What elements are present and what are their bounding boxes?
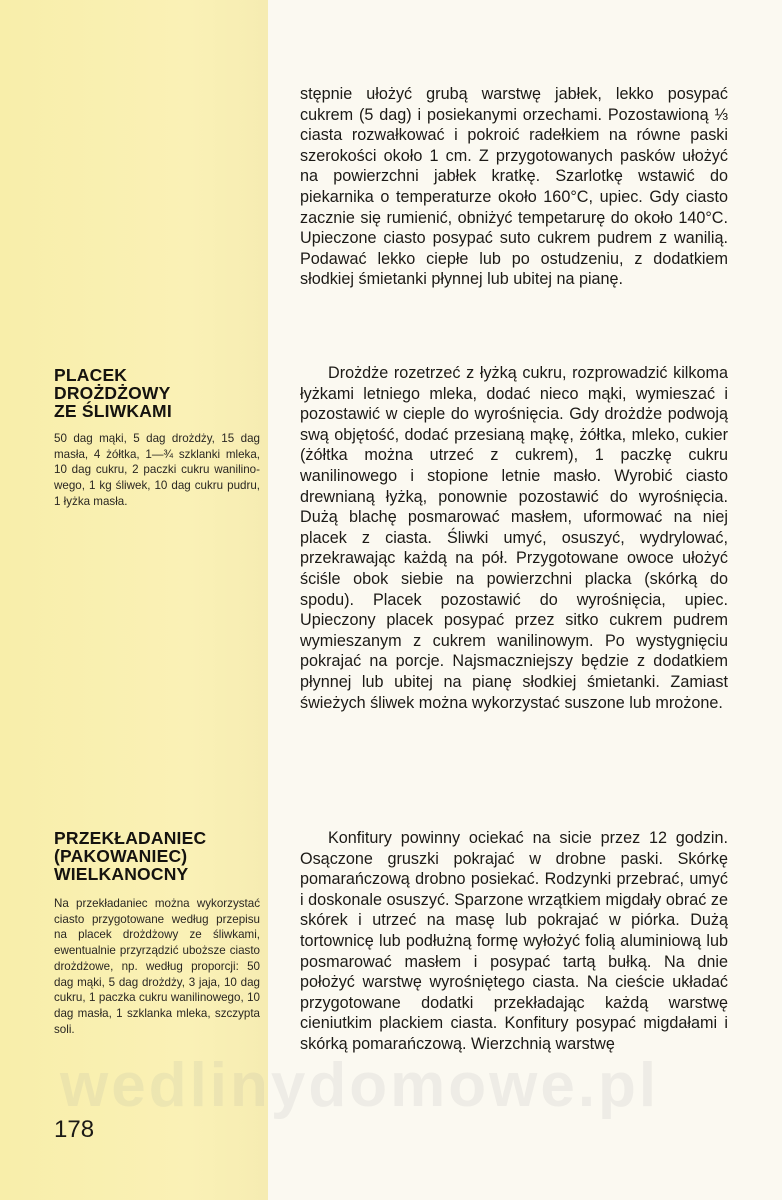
ingredients-placek: 50 dag mąki, 5 dag drożdży, 15 dag masła, 4 żółtka, 1—¾ szklanki mleka, 10 dag cukru, 2 paczki cukru wanilinowego, 1 kg śliwek, 10 dag cukru pudru, 1 łyżka masła.: [54, 432, 260, 508]
method-przekladaniec-text: Konfitury powinny ociekać na sicie przez 12 godzin. Osączone gruszki pokrajać w drobne paski. Skórkę pomarańczową drobno posiekać. Rodzynki przebrać, umyć i doskonale osuszyć. Sparzone wrzątkiem migdały obrać ze skórek i utrzeć na masę lub pokrajać w piórka. Dużą tortownicę lub podłużną formę wyłożyć folią aluminiową lub posmarować masłem i posypać tartą bułką. Na dnie położyć warstwę wyrośniętego ciasta. Na cieście układać przygotowane dodatki przekładając każdą warstwę cieniutkim plackiem ciasta. Konfitury posypać migdałami i skórką pomarańczową. Wierzchnią warstwę: [300, 829, 728, 1053]
title-line: PRZEKŁADANIEC: [54, 828, 207, 848]
method-placek-text: Drożdże rozetrzeć z łyżką cukru, rozprowadzić kilkoma łyżkami letniego mleka, dodać nieco mąki, wymieszać i pozostawić w cieple do wyrośnięcia. Gdy drożdże podwoją swą objętość, dodać przesianą mąkę, żółtka, mleko, cukier (żółtka można utrzeć z cukrem), 1 paczkę cukru wanilinowego i stopione letnie masło. Wyrobić ciasto drewnianą łyżką, ponownie pozostawić do wyrośnięcia. Dużą blachę posmarować masłem, uformować na niej placek z ciasta. Śliwki umyć, osuszyć, wydrylować, przekrawając każdą na pół. Przygotowane owoce ułożyć ściśle obok siebie na powierzchni placka (skórką do spodu). Placek pozostawić do wyrośnięcia, upiec. Upieczony placek posypać przez sitko cukrem pudrem wymieszanym z cukrem wanilinowym. Po wystygnięciu pokrajać na porcje. Najsmaczniejszy będzie z dodatkiem płynnej lub ubitej na pianę słodkiej śmietanki. Zamiast świeżych śliwek można wykorzystać suszone lub mrożone.: [300, 364, 728, 712]
page-number: 178: [54, 1116, 95, 1143]
title-line: DROŻDŻOWY: [54, 383, 171, 403]
method-placek: [300, 363, 728, 713]
method-przekladaniec: [300, 828, 728, 1055]
title-line: ZE ŚLIWKAMI: [54, 401, 172, 421]
ingredients-przekladaniec: Na przekładaniec można wykorzystać ciasto przygotowane według przepisu na placek drożdżowy ze śliwkami, ewentualnie przyrządzić uboższe ciasto drożdżowe, np. według proporcji: 50 dag mąki, 5 dag drożdży, 3 jaja, 10 dag cukru, 1 paczka cukru wanilinowego, 10 dag masła, 1 szklanka mleka, szczypta soli.: [54, 897, 260, 1036]
recipe-title-placek: [54, 366, 172, 420]
watermark: wedlinydomowe.pl: [60, 1051, 660, 1120]
title-line: PLACEK: [54, 365, 128, 385]
method-text-continued: stępnie ułożyć grubą warstwę jabłek, lekko posypać cukrem (5 dag) i posiekanymi orzechami. Pozostawioną ⅓ ciasta rozwałkować i pokroić radełkiem na równe paski szerokości około 1 cm. Z przygotowanych pasków ułożyć na powierzchni jabłek kratkę. Szarlotkę wstawić do piekarnika o temperaturze około 160°C, upiec. Gdy ciasto zacznie się rumienić, obniżyć tempetarurę do około 140°C. Upieczone ciasto posypać suto cukrem pudrem z wanilią. Podawać lekko ciepłe lub po ostudzeniu, z dodatkiem słodkiej śmietanki płynnej lub ubitej na pianę.: [300, 85, 728, 289]
title-line: WIELKANOCNY: [54, 864, 189, 884]
recipe-title-przekladaniec: [54, 829, 206, 883]
title-line: (PAKOWANIEC): [54, 846, 188, 866]
